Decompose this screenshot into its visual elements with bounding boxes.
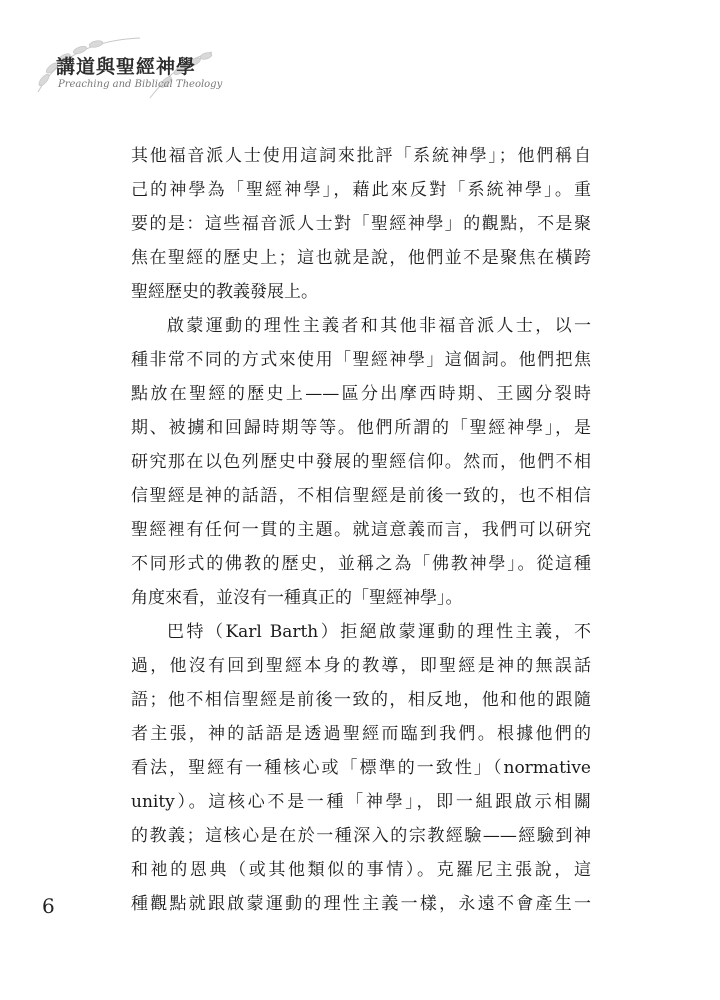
text-line: 看法，聖經有一種核心或「標準的一致性」（normative xyxy=(131,758,591,778)
text-line: 角度來看，並沒有一種真正的「聖經神學」。 xyxy=(131,588,463,608)
text-line: 者主張，神的話語是透過聖經而臨到我們。根據他們的 xyxy=(131,724,591,744)
body-text xyxy=(131,139,591,921)
text-line: 種觀點就跟啟蒙運動的理性主義一樣，永遠不會產生一 xyxy=(131,894,591,914)
text-line: 和祂的恩典（或其他類似的事情）。克羅尼主張說，這 xyxy=(131,860,591,880)
text-line: 過，他沒有回到聖經本身的教導，即聖經是神的無誤話 xyxy=(131,656,591,676)
text-line: 不同形式的佛教的歷史，並稱之為「佛教神學」。從這種 xyxy=(131,554,591,574)
text-line: 己的神學為「聖經神學」，藉此來反對「系統神學」。重 xyxy=(131,180,591,200)
text-line: 語；他不相信聖經是前後一致的，相反地，他和他的跟隨 xyxy=(131,690,591,710)
text-line: 種非常不同的方式來使用「聖經神學」這個詞。他們把焦 xyxy=(131,350,591,370)
running-header xyxy=(38,38,223,100)
text-line: 點放在聖經的歷史上——區分出摩西時期、王國分裂時 xyxy=(131,384,591,404)
text-line: 研究那在以色列歷史中發展的聖經信仰。然而，他們不相 xyxy=(131,452,591,472)
text-line: 要的是：這些福音派人士對「聖經神學」的觀點，不是聚 xyxy=(131,214,591,234)
text-line: 焦在聖經的歷史上；這也就是說，他們並不是聚焦在橫跨 xyxy=(131,248,591,268)
text-line: 啟蒙運動的理性主義者和其他非福音派人士，以一 xyxy=(167,316,591,336)
text-line: 其他福音派人士使用這詞來批評「系統神學」；他們稱自 xyxy=(131,146,591,166)
book-title: 講道與聖經神學 xyxy=(56,56,197,78)
text-line: 期、被擄和回歸時期等等。他們所謂的「聖經神學」，是 xyxy=(131,418,591,438)
text-line: 巴特（Karl Barth）拒絕啟蒙運動的理性主義，不 xyxy=(167,622,591,642)
text-line: 聖經歷史的教義發展上。 xyxy=(131,282,318,302)
text-line: 的教義；這核心是在於一種深入的宗教經驗——經驗到神 xyxy=(131,826,591,846)
text-line: 聖經裡有任何一貫的主題。就這意義而言，我們可以研究 xyxy=(131,520,591,540)
text-line: 信聖經是神的話語，不相信聖經是前後一致的，也不相信 xyxy=(131,486,591,506)
text-line: unity）。這核心不是一種「神學」，即一組跟啟示相關 xyxy=(131,792,591,812)
book-subtitle-english: Preaching and Biblical Theology xyxy=(58,79,223,90)
page-number: 6 xyxy=(42,894,55,918)
